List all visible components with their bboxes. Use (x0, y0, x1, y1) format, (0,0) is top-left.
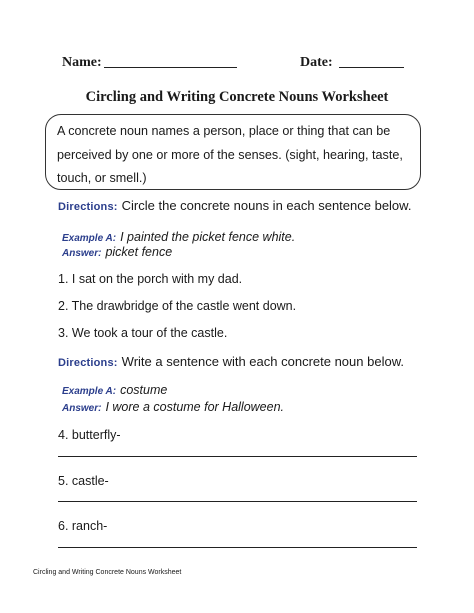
directions-2 (58, 353, 404, 371)
noun-item-5: 5. castle- (58, 474, 109, 488)
page-title: Circling and Writing Concrete Nouns Worksheet (85, 89, 389, 105)
footer-text: Circling and Writing Concrete Nouns Worksheet (33, 569, 182, 576)
directions-label: Directions: (58, 357, 118, 369)
example-2 (62, 381, 167, 399)
answer-line-6[interactable] (58, 547, 417, 548)
example-label: Example A: (62, 233, 117, 244)
noun-item-6: 6. ranch- (58, 519, 108, 533)
name-label: Name: (62, 55, 102, 70)
example-text: costume (120, 383, 168, 397)
directions-text: Write a sentence with each concrete noun below. (121, 354, 404, 369)
directions-text: Circle the concrete nouns in each sentence below. (121, 198, 412, 213)
answer-text: I wore a costume for Halloween. (105, 400, 285, 414)
example-text: I painted the picket fence white. (120, 230, 296, 244)
directions-label: Directions: (58, 201, 118, 213)
definition-text: A concrete noun names a person, place or thing that can be perceived by one or more of the senses. (sight, hearing, taste, touch, or smell.) (57, 124, 403, 185)
date-field[interactable] (339, 67, 404, 68)
answer-text: picket fence (105, 245, 173, 259)
sentence-item-2[interactable]: 2. The drawbridge of the castle went down. (58, 299, 297, 313)
answer-2 (62, 398, 284, 416)
date-label: Date: (300, 55, 333, 70)
noun-item-4: 4. butterfly- (58, 428, 121, 442)
answer-line-4[interactable] (58, 456, 417, 457)
example-label: Example A: (62, 386, 117, 397)
sentence-item-1[interactable]: 1. I sat on the porch with my dad. (58, 272, 243, 286)
directions-1 (58, 197, 411, 215)
answer-label: Answer: (62, 248, 102, 259)
name-field[interactable] (104, 67, 237, 68)
sentence-item-3[interactable]: 3. We took a tour of the castle. (58, 326, 228, 340)
answer-label: Answer: (62, 403, 102, 414)
answer-line-5[interactable] (58, 501, 417, 502)
answer-1 (62, 243, 172, 261)
